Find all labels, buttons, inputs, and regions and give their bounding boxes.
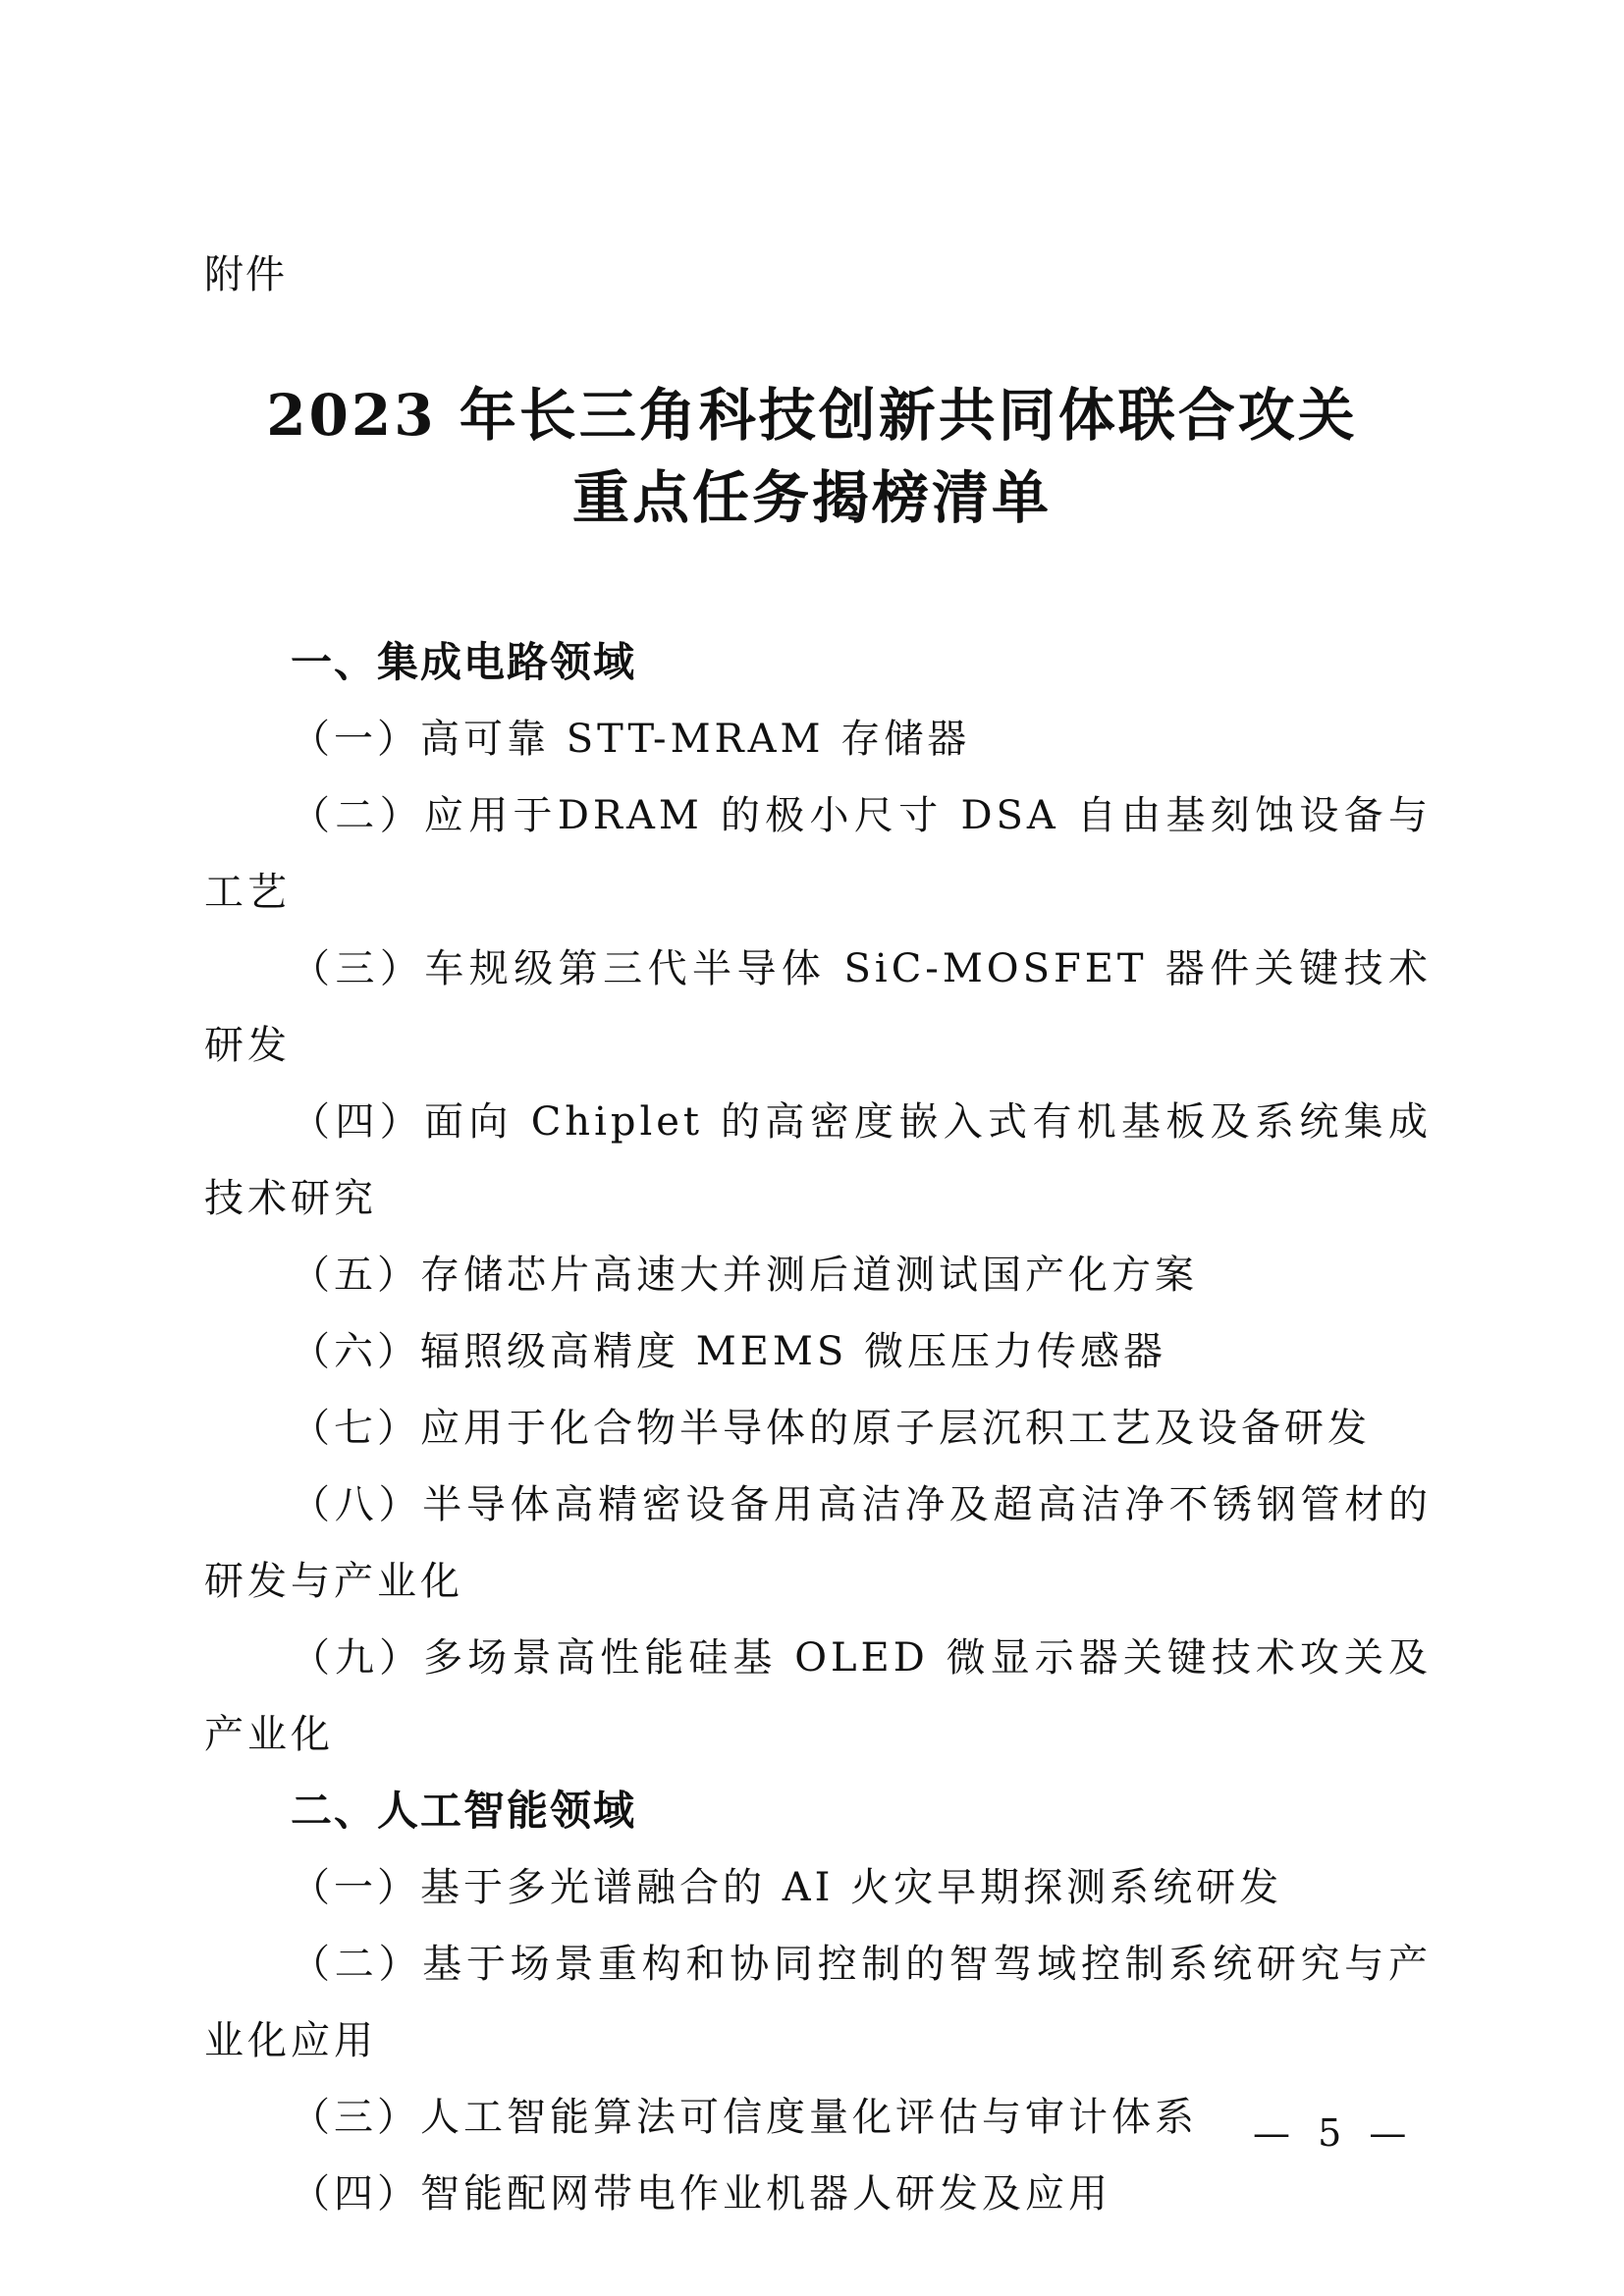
list-item: （一）高可靠 STT-MRAM 存储器 — [291, 717, 971, 762]
list-item: （九）多场景高性能硅基 OLED 微显示器关键技术攻关及产业化 — [204, 1635, 1432, 1757]
list-item: （二）应用于DRAM 的极小尺寸 DSA 自由基刻蚀设备与工艺 — [204, 793, 1432, 915]
list-item: （三）人工智能算法可信度量化评估与审计体系 — [291, 2095, 1198, 2140]
list-item: （七）应用于化合物半导体的原子层沉积工艺及设备研发 — [291, 1406, 1371, 1451]
section-heading-ic: 一、集成电路领域 — [291, 638, 637, 686]
page-title-line-2: 重点任务揭榜清单 — [571, 464, 1052, 531]
list-item: （八）半导体高精密设备用高洁净及超高洁净不锈钢管材的研发与产业化 — [204, 1482, 1432, 1604]
list-item: （四）面向 Chiplet 的高密度嵌入式有机基板及系统集成技术研究 — [204, 1099, 1432, 1221]
list-item: （一）基于多光谱融合的 AI 火灾早期探测系统研发 — [291, 1865, 1283, 1910]
list-item: （二）基于场景重构和协同控制的智驾域控制系统研究与产业化应用 — [204, 1942, 1432, 2063]
list-item: （四）智能配网带电作业机器人研发及应用 — [291, 2171, 1111, 2216]
page-title-line-1: 2023 年长三角科技创新共同体联合攻关 — [266, 382, 1358, 449]
attachment-label: 附件 — [204, 252, 287, 297]
list-item: （五）存储芯片高速大并测后道测试国产化方案 — [291, 1253, 1198, 1298]
list-item: （六）辐照级高精度 MEMS 微压压力传感器 — [291, 1329, 1166, 1374]
page-number: — 5 — — [1253, 2111, 1415, 2155]
task-list — [204, 624, 1432, 2232]
list-item: （三）车规级第三代半导体 SiC-MOSFET 器件关键技术研发 — [204, 946, 1432, 1068]
section-heading-ai: 二、人工智能领域 — [291, 1787, 637, 1835]
